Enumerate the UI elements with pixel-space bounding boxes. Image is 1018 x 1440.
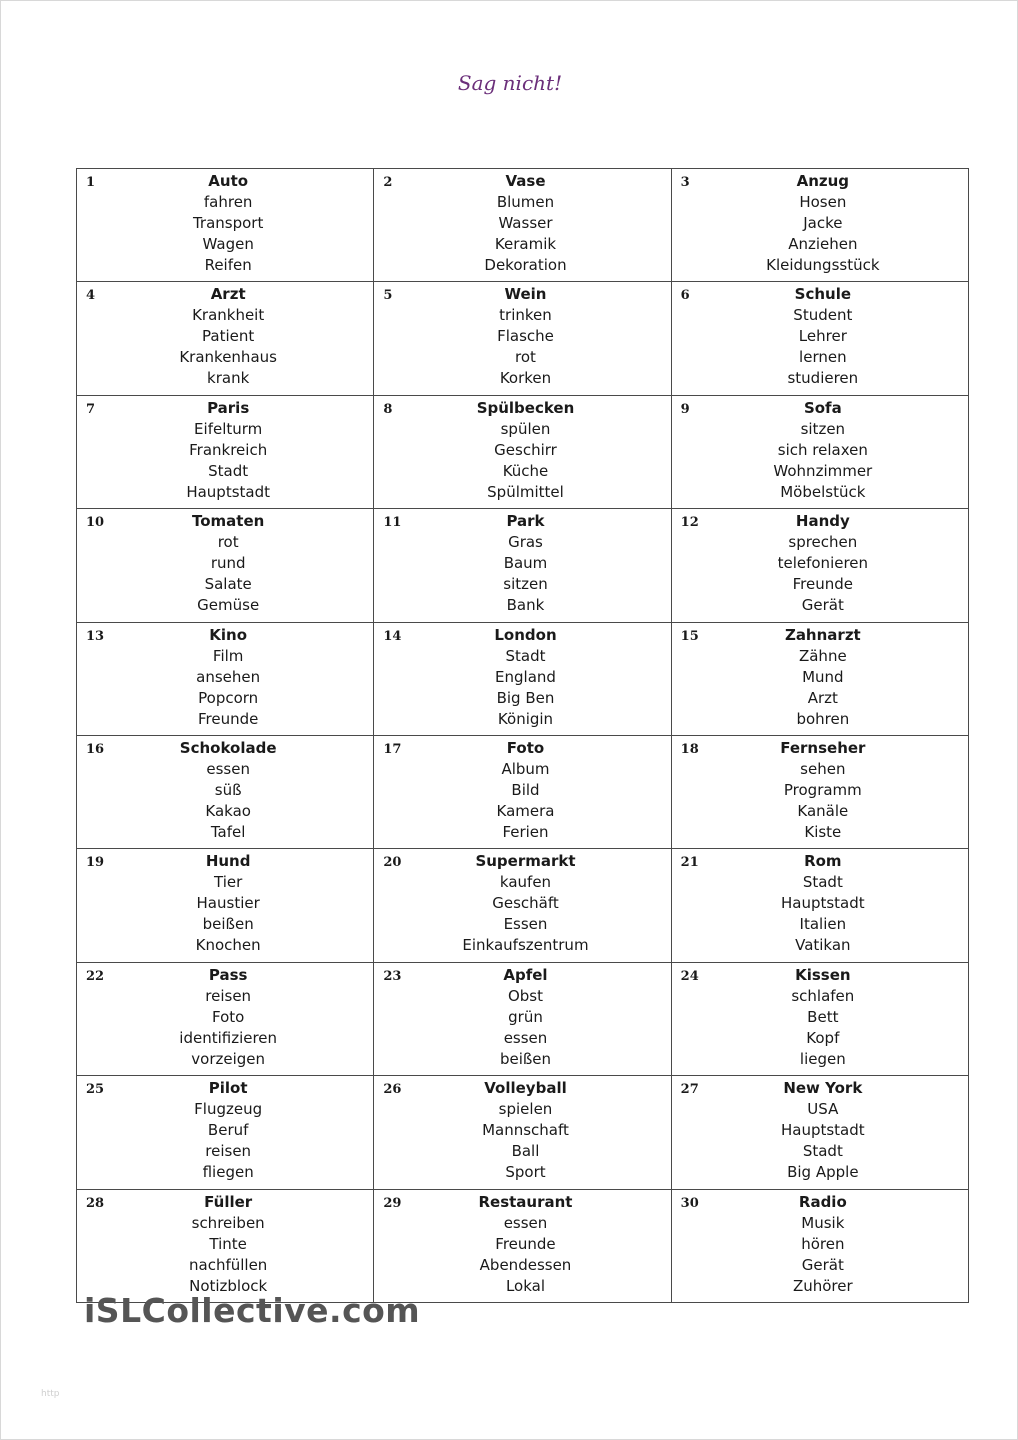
card-forbidden-word: Anziehen: [788, 235, 858, 253]
card-cell: [77, 169, 374, 282]
card-forbidden-word: Kamera: [496, 802, 555, 820]
card-target-word: Apfel: [503, 965, 548, 984]
card-forbidden-word: Baum: [503, 554, 548, 573]
card-forbidden-word: Flugzeug: [194, 1100, 263, 1119]
card-target-word: Füller: [204, 1192, 253, 1211]
card-forbidden-word: Stadt: [208, 461, 249, 480]
card-words: [374, 398, 670, 503]
card-forbidden-word: Gemüse: [197, 596, 260, 615]
card-forbidden-word: spielen: [498, 1100, 553, 1119]
card-forbidden-word: Krankheit: [192, 306, 265, 325]
card-forbidden-word: essen: [206, 760, 250, 778]
card-forbidden-word: Musik: [801, 1213, 845, 1232]
card-number: 26: [383, 1082, 402, 1098]
card-words: [77, 1192, 373, 1297]
card-cell: [672, 509, 969, 622]
card-forbidden-word: Wagen: [202, 235, 254, 253]
card-forbidden-word: Spülmittel: [487, 482, 564, 501]
card-number: 20: [383, 855, 402, 871]
card-target-word: Rom: [804, 852, 842, 871]
card-forbidden-word: kaufen: [499, 873, 552, 892]
card-words: [672, 1192, 968, 1297]
card-cell: [672, 623, 969, 736]
card-number: 24: [680, 968, 699, 984]
card-forbidden-word: Bank: [506, 596, 545, 615]
card-forbidden-word: Kanäle: [797, 802, 849, 820]
card-cell: [77, 282, 374, 395]
card-forbidden-word: telefonieren: [777, 554, 869, 573]
card-cell: [374, 623, 671, 736]
card-words: [77, 965, 373, 1070]
card-forbidden-word: Zuhörer: [792, 1276, 853, 1295]
card-forbidden-word: sehen: [800, 760, 846, 778]
card-target-word: Tomaten: [192, 512, 265, 531]
card-cell: [374, 963, 671, 1076]
card-forbidden-word: Korken: [499, 369, 552, 388]
card-cell: [672, 736, 969, 849]
card-forbidden-word: trinken: [499, 306, 552, 325]
card-target-word: Wein: [504, 285, 547, 304]
card-words: [77, 1078, 373, 1183]
card-cell: [374, 1190, 671, 1303]
card-number: 13: [86, 628, 105, 644]
card-target-word: Pilot: [208, 1079, 248, 1098]
card-target-word: Park: [506, 512, 545, 531]
card-forbidden-word: Gerät: [801, 1255, 844, 1274]
card-forbidden-word: Patient: [202, 327, 255, 346]
page-title: Sag nicht!: [457, 71, 563, 95]
card-forbidden-word: Haustier: [196, 894, 260, 913]
card-forbidden-word: Foto: [211, 1007, 245, 1026]
card-forbidden-word: Eifelturm: [194, 419, 263, 438]
card-cell: [374, 169, 671, 282]
card-words: [374, 1078, 670, 1183]
card-cell: [77, 1190, 374, 1303]
card-forbidden-word: Kleidungsstück: [766, 256, 880, 274]
card-forbidden-word: Reifen: [204, 256, 252, 274]
card-target-word: Anzug: [796, 172, 850, 190]
card-forbidden-word: Big Apple: [787, 1163, 859, 1182]
card-forbidden-word: Möbelstück: [780, 482, 866, 501]
card-target-word: Auto: [208, 172, 249, 190]
card-forbidden-word: Essen: [503, 915, 548, 934]
card-forbidden-word: Jacke: [803, 214, 843, 232]
card-forbidden-word: Küche: [502, 461, 549, 480]
card-cell: [672, 169, 969, 282]
card-number: 9: [680, 401, 690, 417]
card-cell: [77, 509, 374, 622]
card-words: [77, 398, 373, 503]
card-words: [77, 511, 373, 616]
card-forbidden-word: Italien: [799, 915, 847, 934]
card-words: [672, 1078, 968, 1183]
card-forbidden-word: Zähne: [798, 646, 847, 665]
card-forbidden-word: krank: [207, 369, 250, 388]
card-forbidden-word: schlafen: [791, 986, 855, 1005]
card-forbidden-word: Einkaufszentrum: [462, 936, 589, 955]
card-target-word: Schokolade: [179, 739, 277, 757]
card-forbidden-word: nachfüllen: [189, 1255, 268, 1274]
card-forbidden-word: Arzt: [807, 688, 838, 707]
card-cell: [374, 736, 671, 849]
card-words: [672, 171, 968, 276]
card-cell: [374, 282, 671, 395]
card-forbidden-word: reisen: [205, 1142, 252, 1161]
card-forbidden-word: Album: [501, 760, 550, 778]
card-forbidden-word: Transport: [192, 214, 264, 232]
card-forbidden-word: Bild: [511, 781, 540, 799]
card-forbidden-word: Freunde: [792, 575, 854, 594]
card-forbidden-word: fliegen: [202, 1163, 254, 1182]
card-cell: [672, 963, 969, 1076]
card-words: [77, 171, 373, 276]
card-number: 16: [86, 742, 105, 757]
card-forbidden-word: Student: [793, 306, 853, 325]
card-forbidden-word: Wohnzimmer: [773, 461, 873, 480]
card-forbidden-word: identifizieren: [179, 1028, 278, 1047]
card-forbidden-word: grün: [508, 1007, 543, 1026]
card-forbidden-word: Königin: [497, 709, 554, 728]
card-forbidden-word: Popcorn: [198, 688, 259, 707]
card-forbidden-word: Dekoration: [484, 256, 567, 274]
card-words: [672, 511, 968, 616]
card-forbidden-word: bohren: [796, 709, 850, 728]
card-forbidden-word: Geschäft: [492, 894, 559, 913]
card-words: [374, 965, 670, 1070]
card-forbidden-word: Kopf: [806, 1028, 840, 1047]
watermark: iSLCollective.com: [84, 1291, 421, 1330]
card-forbidden-word: Gerät: [801, 596, 844, 615]
card-target-word: Supermarkt: [475, 852, 576, 871]
card-target-word: Zahnarzt: [784, 625, 861, 644]
card-target-word: Spülbecken: [476, 398, 575, 417]
card-forbidden-word: essen: [503, 1213, 548, 1232]
card-cell: [77, 963, 374, 1076]
card-forbidden-word: Kiste: [804, 823, 842, 841]
card-number: 21: [680, 855, 699, 871]
card-cell: [77, 1076, 374, 1189]
card-forbidden-word: spülen: [500, 419, 551, 438]
card-cell: [77, 849, 374, 962]
card-forbidden-word: Frankreich: [189, 440, 268, 459]
card-words: [374, 625, 670, 730]
card-target-word: Schule: [794, 285, 852, 304]
card-number: 29: [383, 1195, 402, 1211]
card-target-word: Kino: [209, 625, 248, 644]
card-forbidden-word: Tier: [214, 873, 243, 892]
card-target-word: Paris: [207, 398, 250, 417]
card-number: 4: [86, 288, 96, 304]
card-words: [77, 625, 373, 730]
card-words: [672, 738, 968, 843]
card-number: 14: [383, 628, 402, 644]
card-target-word: Hund: [205, 852, 251, 871]
card-forbidden-word: reisen: [205, 986, 252, 1005]
card-number: 3: [680, 175, 690, 190]
card-forbidden-word: Hauptstadt: [780, 894, 865, 913]
card-target-word: Handy: [795, 512, 850, 531]
card-forbidden-word: Ball: [511, 1142, 540, 1161]
card-forbidden-word: sich relaxen: [777, 440, 868, 459]
card-target-word: London: [494, 625, 557, 644]
card-forbidden-word: Wasser: [498, 214, 553, 232]
card-number: 1: [86, 175, 96, 190]
card-forbidden-word: Stadt: [505, 646, 546, 665]
card-forbidden-word: rot: [217, 533, 239, 552]
card-forbidden-word: Programm: [783, 781, 862, 799]
card-forbidden-word: Gras: [508, 533, 543, 552]
card-number: 27: [680, 1082, 699, 1098]
card-words: [374, 511, 670, 616]
card-forbidden-word: rund: [210, 554, 246, 573]
card-forbidden-word: ansehen: [196, 667, 261, 686]
card-words: [672, 625, 968, 730]
card-forbidden-word: vorzeigen: [191, 1049, 266, 1068]
card-forbidden-word: Mannschaft: [482, 1121, 569, 1140]
card-cell: [77, 396, 374, 509]
card-forbidden-word: England: [495, 667, 556, 686]
card-cell: [77, 623, 374, 736]
card-number: 5: [383, 288, 393, 304]
card-number: 11: [383, 515, 402, 531]
card-forbidden-word: studieren: [787, 369, 859, 388]
card-forbidden-word: Stadt: [802, 873, 843, 892]
card-forbidden-word: Knochen: [195, 936, 261, 955]
card-forbidden-word: Keramik: [494, 235, 557, 253]
card-cell: [672, 396, 969, 509]
card-forbidden-word: Kakao: [205, 802, 251, 820]
card-target-word: Pass: [208, 965, 248, 984]
card-cell: [672, 1190, 969, 1303]
card-cell: [672, 1076, 969, 1189]
card-number: 19: [86, 855, 105, 871]
card-table: [76, 168, 969, 1303]
card-forbidden-word: Big Ben: [496, 688, 555, 707]
card-number: 30: [680, 1195, 699, 1211]
card-cell: [77, 736, 374, 849]
card-words: [374, 1192, 670, 1297]
card-target-word: Restaurant: [478, 1192, 573, 1211]
card-forbidden-word: Vatikan: [795, 936, 851, 955]
card-forbidden-word: Tinte: [209, 1234, 247, 1253]
card-forbidden-word: Krankenhaus: [179, 348, 277, 367]
card-words: [77, 738, 373, 843]
card-number: 12: [680, 515, 699, 531]
card-number: 10: [86, 515, 105, 531]
card-target-word: New York: [783, 1079, 863, 1098]
card-forbidden-word: USA: [807, 1100, 839, 1119]
card-forbidden-word: hören: [801, 1234, 845, 1253]
card-cell: [374, 849, 671, 962]
card-forbidden-word: Sport: [505, 1163, 546, 1182]
card-words: [77, 851, 373, 956]
card-number: 22: [86, 968, 105, 984]
card-words: [672, 284, 968, 389]
card-words: [374, 171, 670, 276]
card-forbidden-word: Film: [212, 646, 244, 665]
card-number: 25: [86, 1082, 105, 1098]
card-forbidden-word: Notizblock: [189, 1276, 268, 1295]
card-number: 15: [680, 628, 699, 644]
card-number: 17: [383, 742, 402, 757]
card-forbidden-word: Hauptstadt: [186, 482, 270, 501]
card-forbidden-word: Bett: [807, 1007, 839, 1026]
card-forbidden-word: Obst: [507, 986, 543, 1005]
card-forbidden-word: Beruf: [207, 1121, 249, 1140]
card-number: 28: [86, 1195, 105, 1211]
card-cell: [672, 849, 969, 962]
card-forbidden-word: Lehrer: [798, 327, 847, 346]
card-forbidden-word: Ferien: [502, 823, 549, 841]
card-words: [672, 398, 968, 503]
card-words: [374, 284, 670, 389]
card-forbidden-word: Hosen: [799, 193, 847, 211]
card-forbidden-word: Abendessen: [479, 1255, 572, 1274]
card-number: 7: [86, 401, 96, 417]
card-cell: [672, 282, 969, 395]
card-forbidden-word: Blumen: [496, 193, 555, 211]
card-forbidden-word: Flasche: [497, 327, 554, 346]
card-target-word: Volleyball: [484, 1079, 567, 1098]
card-forbidden-word: sitzen: [503, 575, 548, 594]
card-forbidden-word: Stadt: [802, 1142, 843, 1161]
card-forbidden-word: Lokal: [505, 1276, 546, 1295]
card-target-word: Radio: [798, 1192, 847, 1211]
card-cell: [374, 396, 671, 509]
card-cell: [374, 1076, 671, 1189]
card-words: [374, 851, 670, 956]
card-target-word: Fernseher: [780, 739, 866, 757]
card-forbidden-word: Freunde: [197, 709, 259, 728]
card-forbidden-word: schreiben: [191, 1213, 265, 1232]
card-forbidden-word: Hauptstadt: [780, 1121, 865, 1140]
card-forbidden-word: Freunde: [495, 1234, 556, 1253]
card-target-word: Foto: [506, 739, 545, 757]
card-number: 2: [383, 175, 393, 190]
card-forbidden-word: lernen: [799, 348, 847, 367]
card-forbidden-word: sprechen: [788, 533, 858, 552]
card-forbidden-word: liegen: [799, 1049, 846, 1068]
card-forbidden-word: beißen: [499, 1049, 552, 1068]
card-target-word: Sofa: [803, 398, 842, 417]
card-forbidden-word: Tafel: [210, 823, 246, 841]
card-words: [672, 851, 968, 956]
card-forbidden-word: Geschirr: [494, 440, 557, 459]
card-forbidden-word: essen: [503, 1028, 548, 1047]
card-forbidden-word: rot: [515, 348, 536, 367]
card-target-word: Vase: [505, 172, 546, 190]
card-number: 6: [680, 288, 690, 304]
card-forbidden-word: sitzen: [800, 419, 846, 438]
card-target-word: Kissen: [795, 965, 851, 984]
card-cell: [374, 509, 671, 622]
card-forbidden-word: süß: [214, 781, 242, 799]
card-forbidden-word: Mund: [802, 667, 844, 686]
card-words: [672, 965, 968, 1070]
card-forbidden-word: fahren: [203, 193, 253, 211]
card-target-word: Arzt: [210, 285, 246, 304]
card-number: 18: [680, 742, 699, 757]
card-forbidden-word: beißen: [202, 915, 254, 934]
card-number: 8: [383, 401, 393, 417]
card-number: 23: [383, 968, 402, 984]
footer-mark: http: [41, 1389, 60, 1399]
card-words: [374, 738, 670, 843]
card-words: [77, 284, 373, 389]
card-forbidden-word: Salate: [204, 575, 252, 594]
